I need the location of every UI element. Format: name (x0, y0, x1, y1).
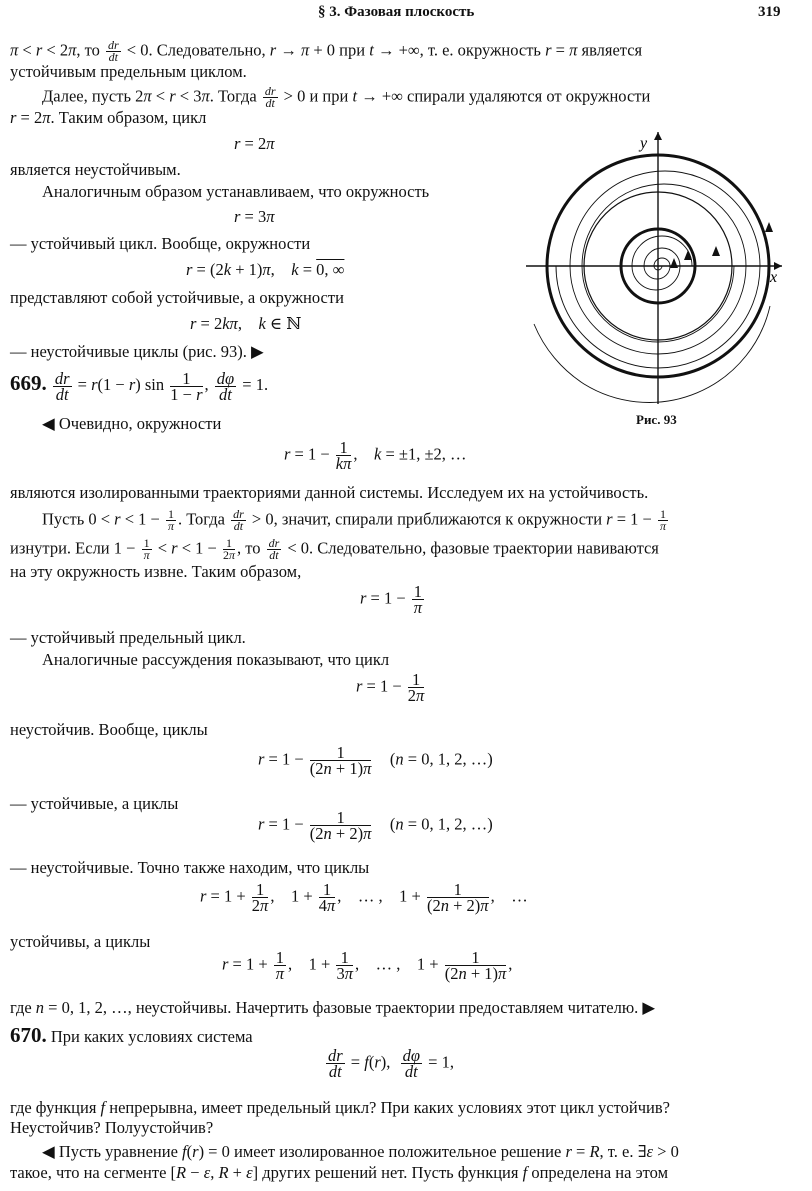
formula: r = 1 + $\frac{1}{2\pi}$ , 1 + $\frac{1}{4\pi}$ , … , 1 + $\frac{1}{(2n + 2)\pi}$ , … (200, 880, 528, 915)
text-line: π < r < 2π, то $\frac{dr}{dt}$ < 0. Следовательно, r → π + 0 при t → +∞, т. е. окружность r = π является (10, 38, 643, 64)
formula: $\frac{dr}{dt}$ = f(r), $\frac{d\varphi}{dt}$ = 1, (328, 1046, 454, 1081)
y-axis-label: y (640, 135, 648, 152)
text-line: — неустойчивые. Точно также находим, что циклы (10, 858, 370, 877)
spiral-arrow (670, 258, 678, 268)
text-line: где n = 0, 1, 2, …, неустойчивы. Начертить фазовые траектории предоставляем читателю. ▶ (10, 998, 656, 1017)
problem-669-statement: 669. $\frac{dr}{dt}$ = r(1 − r) sin $\frac{1}{1 - r}$ , $\frac{d\varphi}{dt}$ = 1. (10, 368, 269, 404)
text-line: является неустойчивым. (10, 160, 181, 179)
formula: r = 2kπ, k ∈ ℕ (190, 314, 302, 333)
text-line: Аналогичным образом устанавливаем, что окружность (42, 182, 430, 201)
formula: r = 1 − $\frac{1}{k\pi}$ , k = ±1, ±2, … (284, 438, 467, 473)
text-line: ◀ Пусть уравнение f(r) = 0 имеет изолированное положительное решение r = R, т. е. ∃ε > 0 (42, 1142, 679, 1161)
text-line: такое, что на сегменте [R − ε, R + ε] других решений нет. Пусть функция f определена на этом (10, 1163, 669, 1182)
text-line: неустойчив. Вообще, циклы (10, 720, 208, 739)
running-header: § 3. Фазовая плоскость (318, 4, 475, 20)
text-line: Аналогичные рассуждения показывают, что цикл (42, 650, 390, 669)
formula: r = 1 − $\frac{1}{(2n + 2)\pi}$ (n = 0, 1, 2, …) (258, 808, 493, 843)
formula: r = 1 − $\frac{1}{2\pi}$ (356, 670, 425, 705)
problem-number: 669. (10, 371, 47, 395)
text-line: ◀ Очевидно, окружности (42, 414, 222, 433)
problem-670-statement: 670. При каких условиях система (10, 1023, 253, 1047)
problem-number: 670. (10, 1023, 47, 1047)
text-line: — устойчивые, а циклы (10, 794, 179, 813)
formula: r = 3π (234, 207, 275, 226)
text-line: Неустойчив? Полуустойчив? (10, 1118, 214, 1137)
x-axis-label: x (770, 269, 778, 286)
text-line: на эту окружность извне. Таким образом, (10, 562, 302, 581)
phase-portrait-figure (520, 126, 790, 411)
text-line: представляют собой устойчивые, а окружности (10, 288, 344, 307)
text-line: изнутри. Если 1 − $\frac{1}{\pi}$ < r < 1 − $\frac{1}{2\pi}$ , то $\frac{dr}{dt}$ < 0. Следовательно, фазовые траектории навиваются (10, 536, 659, 562)
text-line: устойчивым предельным циклом. (10, 62, 247, 81)
phase-portrait-svg (520, 126, 790, 406)
spiral-arrow (712, 246, 720, 256)
text-line: где функция f непрерывна, имеет предельный цикл? При каких условиях этот цикл устойчив? (10, 1098, 670, 1117)
text-line: — неустойчивые циклы (рис. 93). ▶ (10, 342, 264, 361)
text-line: являются изолированными траекториями данной системы. Исследуем их на устойчивость. (10, 483, 649, 502)
formula: r = 1 − $\frac{1}{(2n + 1)\pi}$ (n = 0, 1, 2, …) (258, 743, 493, 778)
text-line: устойчивы, а циклы (10, 932, 151, 951)
figure-caption: Рис. 93 (636, 412, 677, 427)
text-line: Пусть 0 < r < 1 − $\frac{1}{\pi}$ . Тогда $\frac{dr}{dt}$ > 0, значит, спирали приближаются к окружности r = 1 − $\frac{1}{\pi}$ (42, 507, 666, 533)
page-number: 319 (758, 4, 781, 20)
text-line: — устойчивый цикл. Вообще, окружности (10, 234, 311, 253)
inner-spiral (632, 236, 692, 290)
formula: r = 1 − $\frac{1}{\pi}$ (360, 582, 423, 617)
formula: r = 2π (234, 134, 275, 153)
text-line: r = 2π. Таким образом, цикл (10, 108, 207, 127)
y-axis-arrow (654, 132, 662, 140)
formula: r = (2k + 1)π, k = 0, ∞ (186, 260, 345, 279)
spiral-arrow (765, 222, 773, 232)
text-line: — устойчивый предельный цикл. (10, 628, 246, 647)
text-line: Далее, пусть 2π < r < 3π. Тогда $\frac{dr}{dt}$ > 0 и при t → +∞ спирали удаляются от окружности (42, 84, 651, 110)
formula: r = 1 + $\frac{1}{\pi}$ , 1 + $\frac{1}{3\pi}$ , … , 1 + $\frac{1}{(2n + 1)\pi}$ , (222, 948, 513, 983)
